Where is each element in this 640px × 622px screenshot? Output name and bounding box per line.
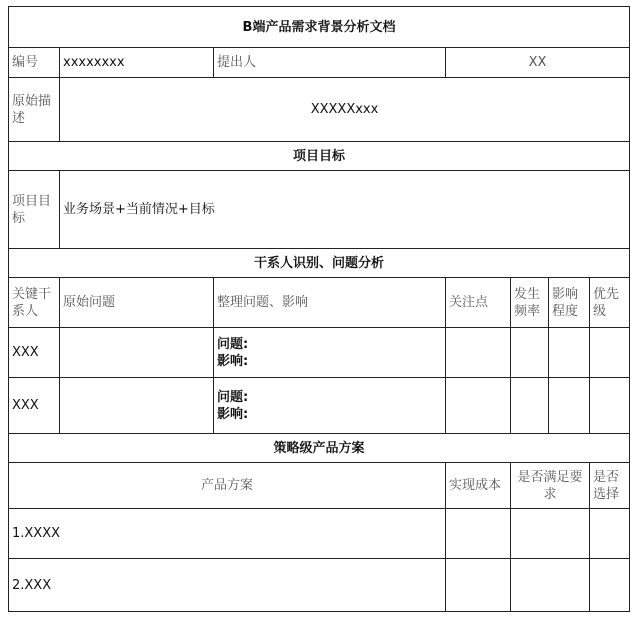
impact-label: 影响:: [217, 406, 249, 422]
stakeholder-section-row: [9, 249, 630, 278]
header-priority: 优先级: [590, 278, 630, 328]
selected-cell: [590, 559, 630, 612]
selected-cell: [590, 509, 630, 559]
stakeholder-header-row: [9, 278, 630, 328]
goal-value: 业务场景+当前情况+目标: [60, 171, 630, 249]
impact-level-cell: [549, 328, 590, 378]
header-product-plan: 产品方案: [9, 463, 446, 509]
document-title: B端产品需求背景分析文档: [9, 7, 630, 48]
goal-section-title: 项目目标: [9, 142, 630, 171]
impact-level-cell: [549, 378, 590, 434]
id-value: xxxxxxxx: [60, 48, 214, 78]
description-value: XXXXXxxx: [60, 78, 630, 142]
info-row: [9, 48, 630, 78]
goal-label: 项目目标: [9, 171, 60, 249]
goal-section-row: [9, 142, 630, 171]
focus-cell: [446, 328, 511, 378]
stakeholder-name: XXX: [9, 378, 60, 434]
solution-section-row: [9, 434, 630, 463]
goal-row: [9, 171, 630, 249]
solution-header-row: [9, 463, 630, 509]
header-stakeholder: 关键干系人: [9, 278, 60, 328]
original-question-cell: [60, 328, 214, 378]
header-impact-level: 影响程度: [549, 278, 590, 328]
frequency-cell: [511, 328, 549, 378]
solution-plan: 1.XXXX: [9, 509, 446, 559]
priority-cell: [590, 378, 630, 434]
header-original-question: 原始问题: [60, 278, 214, 328]
description-row: [9, 78, 630, 142]
header-focus: 关注点: [446, 278, 511, 328]
header-cost: 实现成本: [446, 463, 511, 509]
title-row: [9, 7, 630, 48]
original-question-cell: [60, 378, 214, 434]
header-frequency: 发生频率: [511, 278, 549, 328]
stakeholder-name: XXX: [9, 328, 60, 378]
organized-question-cell: [214, 328, 446, 378]
description-label: 原始描述: [9, 78, 60, 142]
solution-plan: 2.XXX: [9, 559, 446, 612]
question-label: 问题:: [217, 336, 249, 352]
organized-question-cell: [214, 378, 446, 434]
cost-cell: [446, 509, 511, 559]
proposer-label: 提出人: [214, 48, 446, 78]
table-row: [9, 509, 630, 559]
solution-section-title: 策略级产品方案: [9, 434, 630, 463]
proposer-value: XX: [446, 48, 630, 78]
table-row: [9, 559, 630, 612]
header-selected: 是否选择: [590, 463, 630, 509]
stakeholder-section-title: 干系人识别、问题分析: [9, 249, 630, 278]
frequency-cell: [511, 378, 549, 434]
header-meets-requirements: 是否满足要求: [511, 463, 590, 509]
question-label: 问题:: [217, 389, 249, 405]
requirement-analysis-table: [8, 6, 630, 612]
table-row: [9, 328, 630, 378]
impact-label: 影响:: [217, 353, 249, 369]
header-organized-question: 整理问题、影响: [214, 278, 446, 328]
meets-requirements-cell: [511, 559, 590, 612]
cost-cell: [446, 559, 511, 612]
table-row: [9, 378, 630, 434]
meets-requirements-cell: [511, 509, 590, 559]
id-label: 编号: [9, 48, 60, 78]
focus-cell: [446, 378, 511, 434]
priority-cell: [590, 328, 630, 378]
